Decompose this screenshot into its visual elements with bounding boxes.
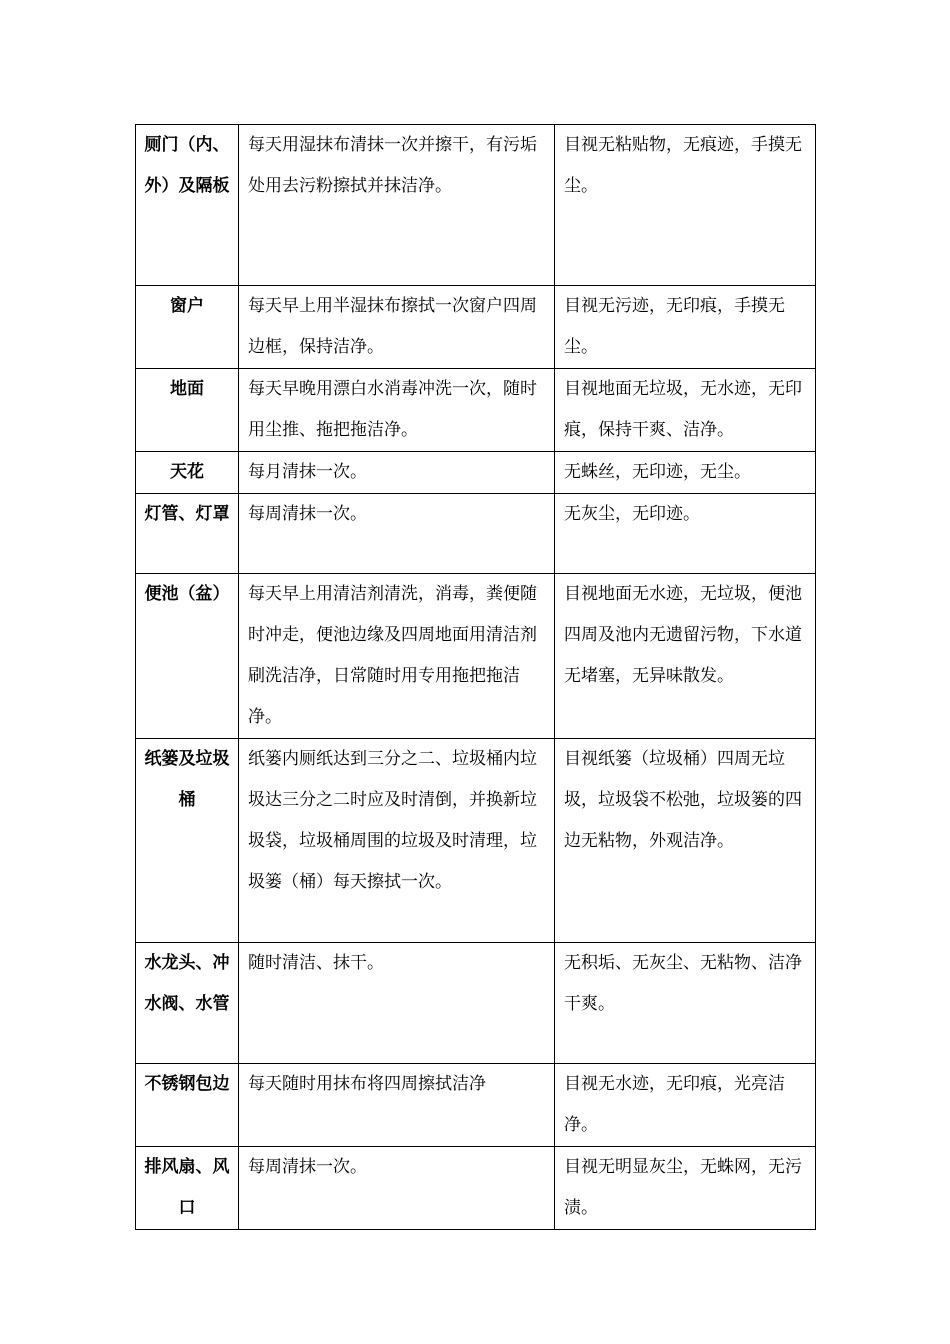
area-cell: 水龙头、冲水阀、水管 [136, 943, 239, 1064]
method-cell: 纸篓内厕纸达到三分之二、垃圾桶内垃圾达三分之二时应及时清倒，并换新垃圾袋，垃圾桶周围的垃圾及时清理，垃圾篓（桶）每天擦拭一次。 [239, 739, 555, 943]
table-row [136, 1147, 816, 1230]
standard-cell: 目视无粘贴物，无痕迹，手摸无尘。 [555, 125, 816, 286]
method-cell: 每天随时用抹布将四周擦拭洁净 [239, 1064, 555, 1147]
method-cell: 每周清抹一次。 [239, 1147, 555, 1230]
table-row [136, 574, 816, 739]
table-row [136, 369, 816, 452]
method-cell: 每周清抹一次。 [239, 494, 555, 574]
standard-cell: 目视地面无水迹，无垃圾，便池四周及池内无遗留污物，下水道无堵塞，无异味散发。 [555, 574, 816, 739]
method-cell: 每天用湿抹布清抹一次并擦干，有污垢处用去污粉擦拭并抹洁净。 [239, 125, 555, 286]
area-cell: 纸篓及垃圾桶 [136, 739, 239, 943]
area-cell: 地面 [136, 369, 239, 452]
table-row [136, 943, 816, 1064]
table-row [136, 1064, 816, 1147]
standard-cell: 目视无明显灰尘，无蛛网，无污渍。 [555, 1147, 816, 1230]
area-cell: 灯管、灯罩 [136, 494, 239, 574]
method-cell: 每月清抹一次。 [239, 452, 555, 494]
table-row [136, 452, 816, 494]
standard-cell: 无蛛丝，无印迹，无尘。 [555, 452, 816, 494]
standard-cell: 目视纸篓（垃圾桶）四周无垃圾，垃圾袋不松弛，垃圾篓的四边无粘物，外观洁净。 [555, 739, 816, 943]
standard-cell: 目视无水迹，无印痕，光亮洁净。 [555, 1064, 816, 1147]
area-cell: 窗户 [136, 286, 239, 369]
standard-cell: 无积垢、无灰尘、无粘物、洁净干爽。 [555, 943, 816, 1064]
method-cell: 每天早晚用漂白水消毒冲洗一次，随时用尘推、拖把拖洁净。 [239, 369, 555, 452]
standard-cell: 目视无污迹，无印痕，手摸无尘。 [555, 286, 816, 369]
table-row [136, 125, 816, 286]
cleaning-standards-table [135, 124, 816, 1230]
standard-cell: 目视地面无垃圾，无水迹，无印痕，保持干爽、洁净。 [555, 369, 816, 452]
standard-cell: 无灰尘，无印迹。 [555, 494, 816, 574]
table-row [136, 739, 816, 943]
area-cell: 天花 [136, 452, 239, 494]
area-cell: 厕门（内、外）及隔板 [136, 125, 239, 286]
method-cell: 每天早上用清洁剂清洗，消毒，粪便随时冲走，便池边缘及四周地面用清洁剂刷洗洁净，日常随时用专用拖把拖洁净。 [239, 574, 555, 739]
method-cell: 随时清洁、抹干。 [239, 943, 555, 1064]
method-cell: 每天早上用半湿抹布擦拭一次窗户四周边框，保持洁净。 [239, 286, 555, 369]
area-cell: 便池（盆） [136, 574, 239, 739]
area-cell: 排风扇、风口 [136, 1147, 239, 1230]
area-cell: 不锈钢包边 [136, 1064, 239, 1147]
table-row [136, 494, 816, 574]
table-row [136, 286, 816, 369]
